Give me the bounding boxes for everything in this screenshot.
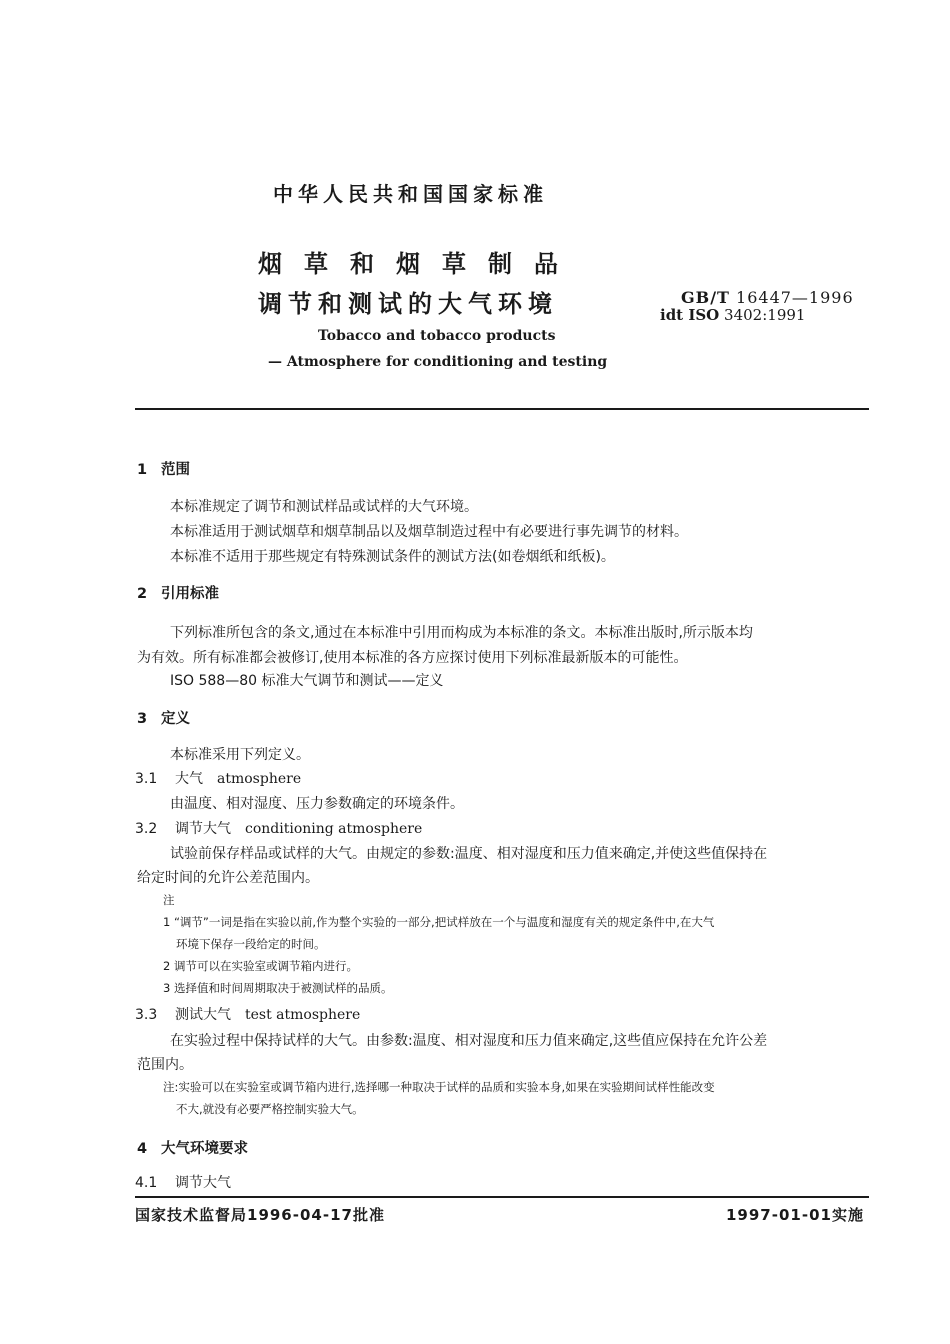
section-1-paragraph-3: 本标准不适用于那些规定有特殊测试条件的测试方法(如卷烟纸和纸板)。 — [170, 549, 615, 565]
note-label: 注 — [163, 893, 175, 907]
english-title-line-1: Tobacco and tobacco products — [318, 328, 556, 344]
note-2: 2 调节可以在实验室或调节箱内进行。 — [163, 959, 358, 973]
definition-3-1-heading: 3.1 大气 atmosphere — [135, 771, 302, 787]
idt-standard — [660, 306, 805, 324]
definition-3-3-text-line-2: 范围内。 — [137, 1057, 193, 1073]
note-1-line-2: 环境下保存一段给定的时间。 — [176, 937, 326, 951]
definition-3-2-text-line-2: 给定时间的允许公差范围内。 — [137, 870, 319, 886]
subsection-4-1-heading: 4.1 调节大气 — [135, 1175, 231, 1191]
section-2-heading: 2 引用标准 — [137, 586, 219, 602]
definition-3-1-text: 由温度、相对湿度、压力参数确定的环境条件。 — [170, 796, 464, 812]
footer-divider — [135, 1196, 869, 1198]
title-line-1: 烟草和烟草制品 — [258, 250, 580, 278]
definition-3-2-text-line-1: 试验前保存样品或试样的大气。由规定的参数:温度、相对湿度和压力值来确定,并使这些值保持在 — [170, 846, 768, 862]
section-3-heading: 3 定义 — [137, 711, 190, 727]
idt-code: 3402:1991 — [724, 306, 806, 324]
definition-3-3-note-line-2: 不大,就没有必要严格控制实验大气。 — [176, 1102, 364, 1116]
standard-number — [681, 288, 854, 307]
effective-date: 1997-01-01实施 — [726, 1206, 864, 1224]
title-line-2: 调节和测试的大气环境 — [258, 290, 558, 318]
normative-reference: ISO 588—80 标准大气调节和测试——定义 — [170, 673, 444, 689]
section-2-paragraph-line-1: 下列标准所包含的条文,通过在本标准中引用而构成为本标准的条文。本标准出版时,所示版本均 — [170, 625, 753, 641]
standard-code: 16447—1996 — [736, 288, 854, 307]
note-1-line-1: 1 “调节”一词是指在实验以前,作为整个实验的一部分,把试样放在一个与温度和湿度有关的规定条件中,在大气 — [163, 915, 715, 929]
standard-prefix: GB/T — [681, 288, 730, 307]
approval-date: 国家技术监督局1996-04-17批准 — [135, 1206, 385, 1224]
english-title-line-2: — Atmosphere for conditioning and testing — [268, 354, 608, 370]
definition-3-2-heading: 3.2 调节大气 conditioning atmosphere — [135, 821, 423, 837]
section-1-paragraph-2: 本标准适用于测试烟草和烟草制品以及烟草制造过程中有必要进行事先调节的材料。 — [170, 524, 688, 540]
header-divider — [135, 408, 869, 410]
definition-3-3-text-line-1: 在实验过程中保持试样的大气。由参数:温度、相对湿度和压力值来确定,这些值应保持在允许公差 — [170, 1033, 768, 1049]
section-2-paragraph-line-2: 为有效。所有标准都会被修订,使用本标准的各方应探讨使用下列标准最新版本的可能性。 — [137, 650, 688, 666]
definition-3-3-heading: 3.3 测试大气 test atmosphere — [135, 1007, 361, 1023]
section-3-intro: 本标准采用下列定义。 — [170, 747, 310, 763]
note-3: 3 选择值和时间周期取决于被测试样的品质。 — [163, 981, 393, 995]
section-4-heading: 4 大气环境要求 — [137, 1141, 248, 1157]
definition-3-3-note-line-1: 注:实验可以在实验室或调节箱内进行,选择哪一种取决于试样的品质和实验本身,如果在实验期间试样性能改变 — [163, 1080, 715, 1094]
section-1-paragraph-1: 本标准规定了调节和测试样品或试样的大气环境。 — [170, 499, 478, 515]
standard-type-heading: 中华人民共和国国家标准 — [273, 182, 548, 206]
section-1-heading: 1 范围 — [137, 462, 190, 478]
idt-prefix: idt ISO — [660, 306, 720, 324]
